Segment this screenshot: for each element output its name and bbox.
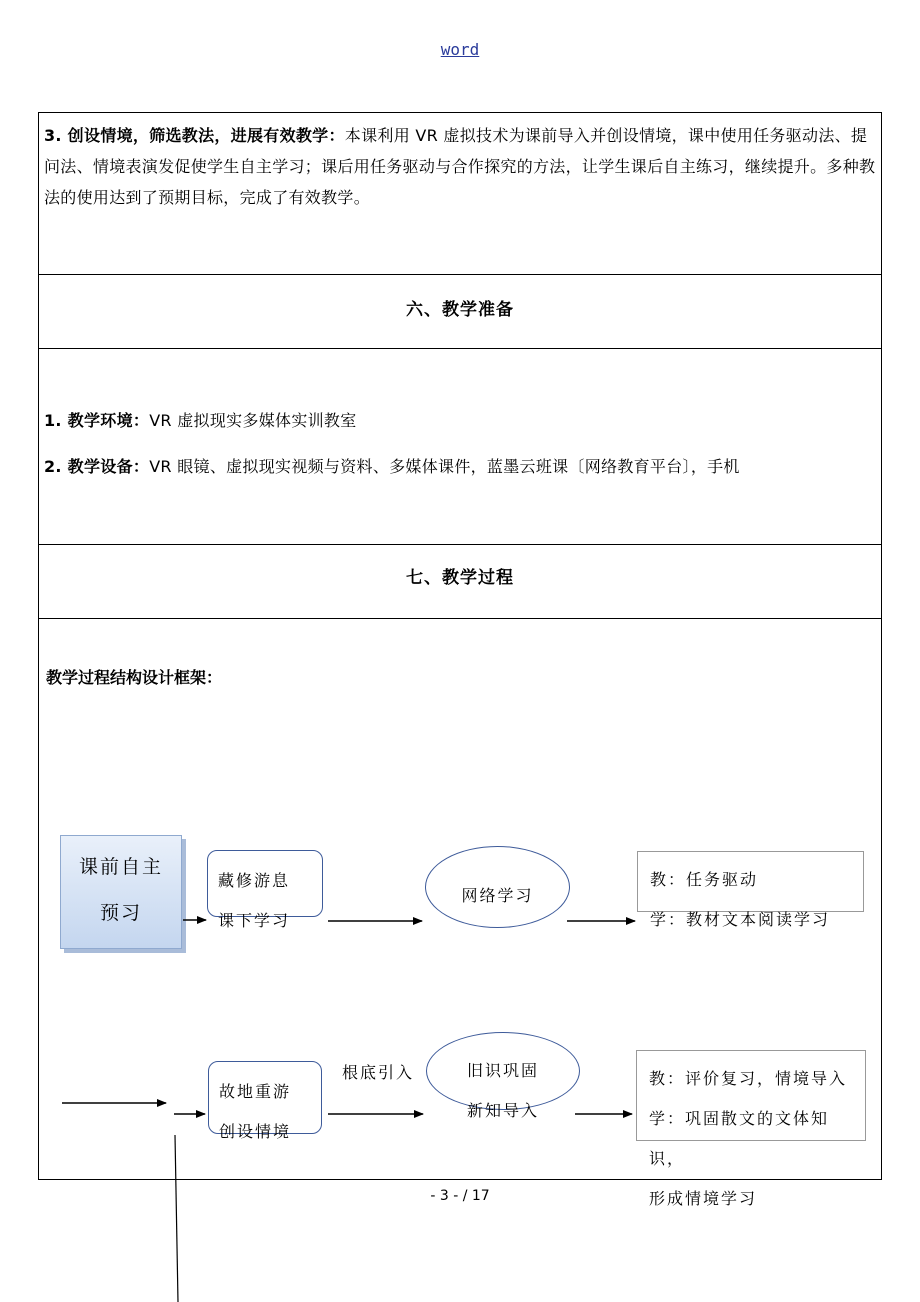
framework-label: 教学过程结构设计框架： <box>46 668 223 687</box>
prep-item-environment-text: VR 虚拟现实多媒体实训教室 <box>149 411 357 430</box>
item3-text: 本课利用 VR 虚拟技术为课前导入并创设情境，课中使用任务驱动法、提问法、情境表演发促使学生自主学习；课后用任务驱动与合作探究的方法，让学生课后自主练习，继续提升。多种教法的使用达到了预期目标，完成了有效教学。 <box>44 126 876 207</box>
page-number: - 3 - / 17 <box>430 1188 490 1204</box>
header-word: word <box>440 40 480 59</box>
flow-row1-box3-line1: 教：任务驱动 <box>650 870 759 889</box>
flow-row2-ellipse-line2: 新知导入 <box>466 1101 539 1120</box>
flow-row2-box1-line2: 创设情境 <box>219 1122 292 1141</box>
prep-item-environment-label: 1. 教学环境： <box>44 411 150 430</box>
flow-start-line2: 预习 <box>99 902 142 924</box>
prep-item-equipment-text: VR 眼镜、虚拟现实视频与资料、多媒体课件，蓝墨云班课〔网络教育平台〕，手机 <box>149 457 740 476</box>
flow-row2-box3-line3: 形成情境学习 <box>649 1189 758 1208</box>
vertical-connector-line <box>175 1135 178 1302</box>
flow-row2-box3-line2: 学：巩固散文的文体知识， <box>649 1109 830 1168</box>
flow-start-line1: 课前自主 <box>78 856 163 878</box>
section-title-preparation: 六、教学准备 <box>406 300 514 320</box>
flow-row1-box1-line2: 课下学习 <box>218 911 291 930</box>
flow-row2-box1-line1: 故地重游 <box>219 1082 292 1101</box>
flow-row1-ellipse-text: 网络学习 <box>461 886 534 905</box>
flow-row1-box1-line1: 藏修游息 <box>218 871 291 890</box>
flow-row1-box3-line2: 学：教材文本阅读学习 <box>650 910 831 929</box>
item3-heading: 3. 创设情境，筛选教法，进展有效教学： <box>44 126 345 145</box>
section-title-process: 七、教学过程 <box>406 568 514 588</box>
flow-row2-ellipse-line1: 旧识巩固 <box>466 1061 539 1080</box>
flow-row2-box3-line1: 教：评价复习，情境导入 <box>649 1069 848 1088</box>
flow-row2-label: 根底引入 <box>342 1063 415 1082</box>
prep-item-equipment-label: 2. 教学设备： <box>44 457 150 476</box>
